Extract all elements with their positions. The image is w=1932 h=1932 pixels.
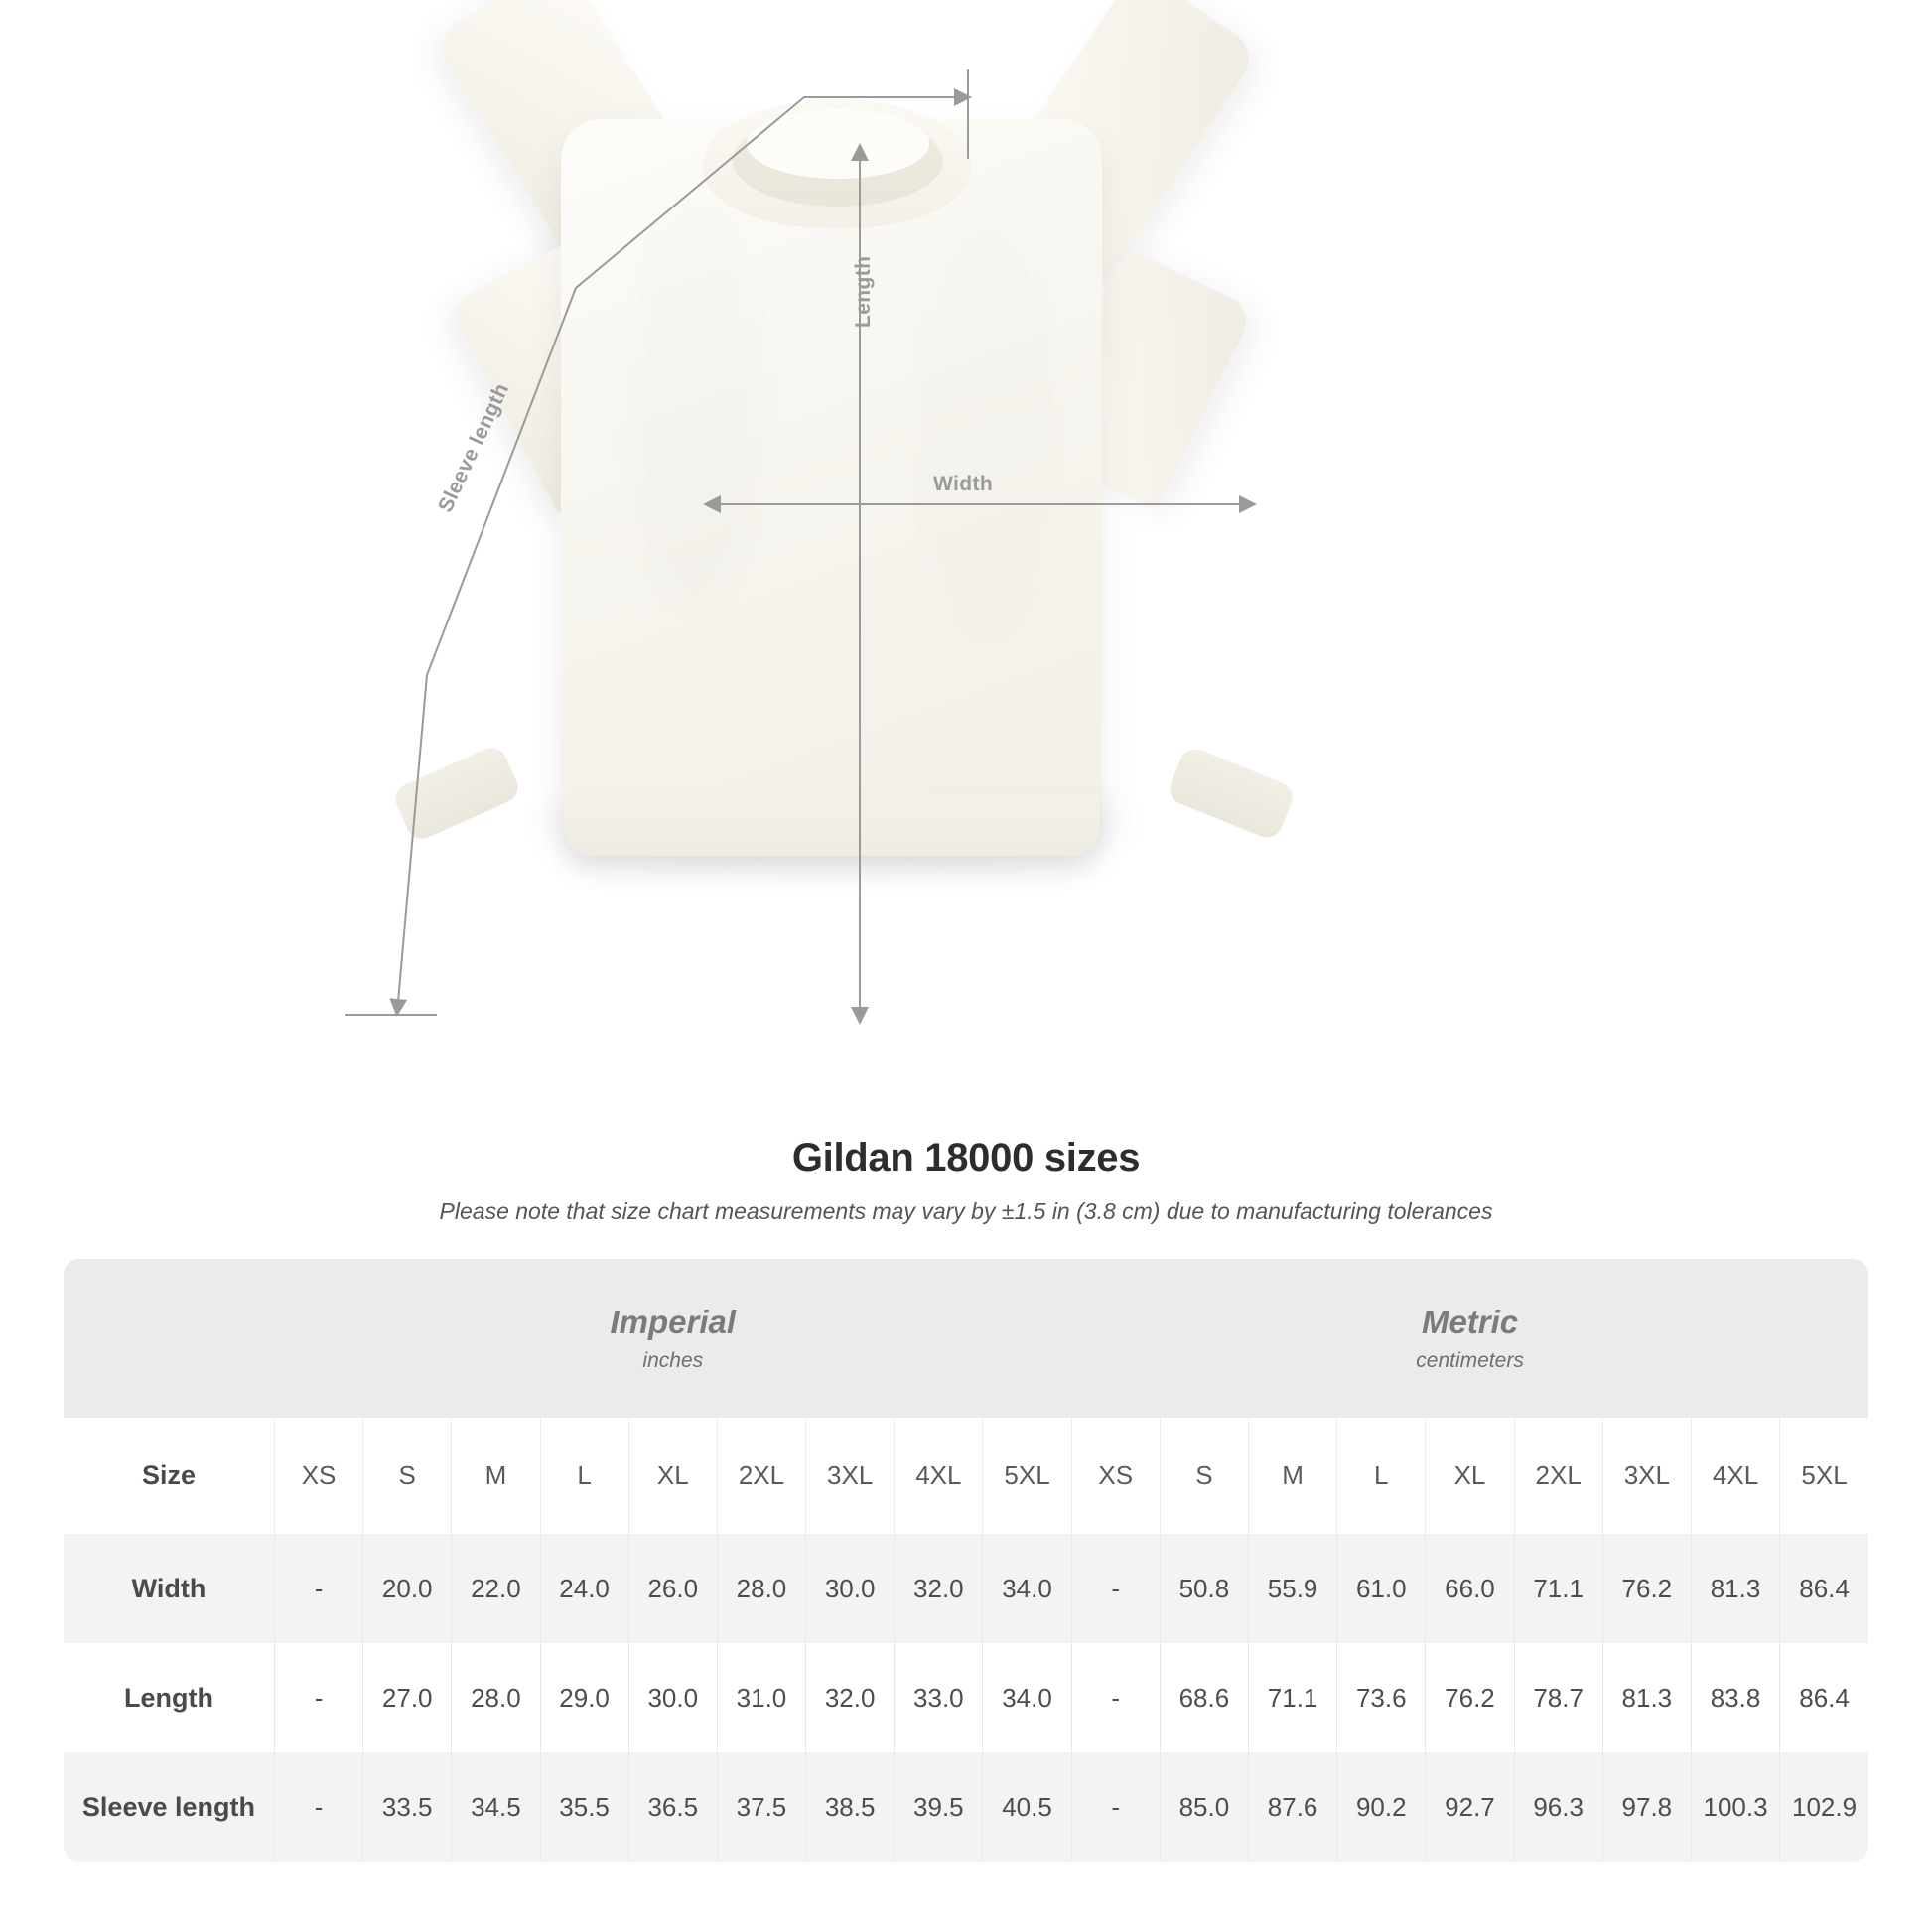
cell-length-15: 81.3 (1602, 1643, 1691, 1752)
cell-length-11: 71.1 (1249, 1643, 1337, 1752)
header-col-8: 5XL (983, 1418, 1071, 1534)
unit-spacer (64, 1259, 274, 1418)
unit-metric (1071, 1259, 1868, 1418)
header-col-5: 2XL (717, 1418, 805, 1534)
cell-length-16: 83.8 (1691, 1643, 1779, 1752)
cell-width-0: - (274, 1534, 362, 1643)
header-col-3: L (540, 1418, 628, 1534)
cell-width-2: 22.0 (452, 1534, 540, 1643)
cell-width-7: 32.0 (895, 1534, 983, 1643)
header-col-15: 3XL (1602, 1418, 1691, 1534)
body-shading-right (913, 218, 1062, 645)
header-col-0: XS (274, 1418, 362, 1534)
cell-width-3: 24.0 (540, 1534, 628, 1643)
cell-width-11: 55.9 (1249, 1534, 1337, 1643)
header-col-7: 4XL (895, 1418, 983, 1534)
cell-width-5: 28.0 (717, 1534, 805, 1643)
cell-sleeve-2: 34.5 (452, 1752, 540, 1862)
cell-sleeve-9: - (1071, 1752, 1160, 1862)
header-col-12: L (1337, 1418, 1426, 1534)
cell-length-6: 32.0 (806, 1643, 895, 1752)
cell-length-8: 34.0 (983, 1643, 1071, 1752)
header-col-10: S (1160, 1418, 1248, 1534)
sweatshirt-hem (564, 794, 1100, 856)
cell-sleeve-4: 36.5 (628, 1752, 717, 1862)
cell-length-9: - (1071, 1643, 1160, 1752)
cell-width-6: 30.0 (806, 1534, 895, 1643)
cell-length-1: 27.0 (363, 1643, 452, 1752)
cell-length-0: - (274, 1643, 362, 1752)
cell-length-3: 29.0 (540, 1643, 628, 1752)
header-col-13: XL (1426, 1418, 1514, 1534)
cell-width-14: 71.1 (1514, 1534, 1602, 1643)
cell-length-7: 33.0 (895, 1643, 983, 1752)
unit-metric-name: Metric (1421, 1304, 1519, 1340)
size-table (64, 1259, 1868, 1862)
annotation-length: Length (852, 255, 875, 328)
tolerance-note: Please note that size chart measurements may vary by ±1.5 in (3.8 cm) due to manufacturing tolerances (439, 1198, 1493, 1224)
header-col-6: 3XL (806, 1418, 895, 1534)
cell-width-13: 66.0 (1426, 1534, 1514, 1643)
cell-width-10: 50.8 (1160, 1534, 1248, 1643)
cell-sleeve-11: 87.6 (1249, 1752, 1337, 1862)
cell-sleeve-13: 92.7 (1426, 1752, 1514, 1862)
body-shading-left (625, 199, 764, 616)
cell-sleeve-3: 35.5 (540, 1752, 628, 1862)
size-table-container (64, 1259, 1868, 1862)
cell-width-8: 34.0 (983, 1534, 1071, 1643)
cell-sleeve-0: - (274, 1752, 362, 1862)
row-label-width: Width (64, 1534, 274, 1643)
cell-width-12: 61.0 (1337, 1534, 1426, 1643)
cuff-right (1166, 745, 1298, 843)
cell-width-15: 76.2 (1602, 1534, 1691, 1643)
cell-sleeve-6: 38.5 (806, 1752, 895, 1862)
header-col-9: XS (1071, 1418, 1160, 1534)
page-title: Gildan 18000 sizes (791, 1136, 1141, 1179)
cell-width-9: - (1071, 1534, 1160, 1643)
cell-width-4: 26.0 (628, 1534, 717, 1643)
cell-sleeve-16: 100.3 (1691, 1752, 1779, 1862)
cell-sleeve-5: 37.5 (717, 1752, 805, 1862)
collar-opening (747, 109, 929, 179)
sweatshirt-graphic (298, 79, 1539, 1072)
header-col-1: S (363, 1418, 452, 1534)
header-col-11: M (1249, 1418, 1337, 1534)
unit-imperial-sub: inches (642, 1349, 704, 1372)
row-label-sleeve-length: Sleeve length (64, 1752, 274, 1862)
cell-length-10: 68.6 (1160, 1643, 1248, 1752)
cell-length-14: 78.7 (1514, 1643, 1602, 1752)
header-col-14: 2XL (1514, 1418, 1602, 1534)
column-header-row (64, 1418, 1868, 1534)
table-row (64, 1534, 1868, 1643)
unit-metric-sub: centimeters (1416, 1349, 1524, 1372)
header-col-4: XL (628, 1418, 717, 1534)
cell-sleeve-17: 102.9 (1780, 1752, 1868, 1862)
cell-sleeve-8: 40.5 (983, 1752, 1071, 1862)
unit-header-row (64, 1259, 1868, 1418)
unit-imperial-name: Imperial (610, 1304, 737, 1340)
cell-length-5: 31.0 (717, 1643, 805, 1752)
header-col-2: M (452, 1418, 540, 1534)
title-block (0, 1136, 1932, 1225)
row-label-length: Length (64, 1643, 274, 1752)
cuff-left (390, 743, 522, 844)
table-row (64, 1752, 1868, 1862)
header-col-17: 5XL (1780, 1418, 1868, 1534)
cell-width-17: 86.4 (1780, 1534, 1868, 1643)
cell-width-1: 20.0 (363, 1534, 452, 1643)
cell-length-13: 76.2 (1426, 1643, 1514, 1752)
cell-sleeve-10: 85.0 (1160, 1752, 1248, 1862)
cell-sleeve-12: 90.2 (1337, 1752, 1426, 1862)
cell-sleeve-1: 33.5 (363, 1752, 452, 1862)
cell-width-16: 81.3 (1691, 1534, 1779, 1643)
cell-length-12: 73.6 (1337, 1643, 1426, 1752)
cell-sleeve-15: 97.8 (1602, 1752, 1691, 1862)
cell-length-2: 28.0 (452, 1643, 540, 1752)
table-row (64, 1643, 1868, 1752)
annotation-sleeve-length: Sleeve length (434, 379, 514, 516)
header-col-16: 4XL (1691, 1418, 1779, 1534)
cell-length-4: 30.0 (628, 1643, 717, 1752)
cell-sleeve-14: 96.3 (1514, 1752, 1602, 1862)
cell-length-17: 86.4 (1780, 1643, 1868, 1752)
cell-sleeve-7: 39.5 (895, 1752, 983, 1862)
header-size: Size (64, 1418, 274, 1534)
annotation-width: Width (933, 473, 994, 495)
unit-imperial (274, 1259, 1071, 1418)
